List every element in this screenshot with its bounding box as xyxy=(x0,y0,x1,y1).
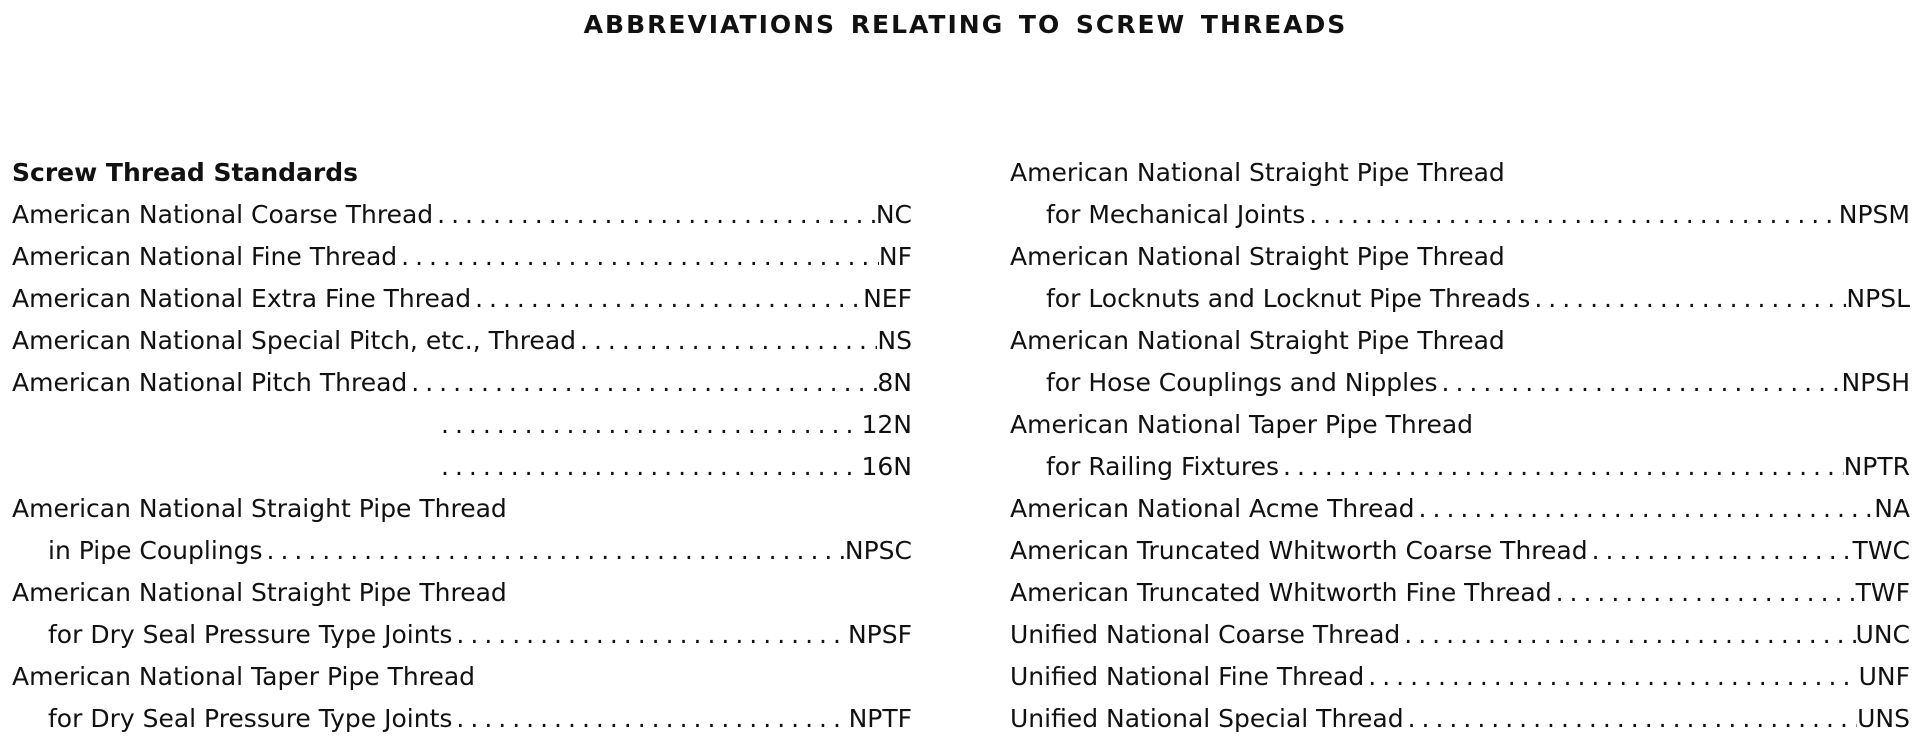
dot-leader xyxy=(1404,698,1858,740)
thread-name: American National Taper Pipe Thread xyxy=(12,662,476,691)
thread-abbreviation: NF xyxy=(878,242,912,271)
thread-abbreviation: NA xyxy=(1874,494,1910,523)
list-item xyxy=(12,320,912,362)
dot-leader xyxy=(1438,362,1842,404)
thread-abbreviation: UNS xyxy=(1857,704,1910,733)
dot-leader xyxy=(441,446,861,488)
dot-leader xyxy=(1552,572,1856,614)
thread-abbreviation: 12N xyxy=(861,410,912,439)
thread-abbreviation: NPTF xyxy=(848,704,912,733)
thread-name xyxy=(12,404,441,446)
list-item xyxy=(12,194,912,236)
list-item xyxy=(1010,404,1910,446)
list-item xyxy=(12,446,912,488)
thread-name: for Dry Seal Pressure Type Joints xyxy=(48,620,453,649)
section-heading: Screw Thread Standards xyxy=(12,158,359,187)
thread-name: American National Fine Thread xyxy=(12,242,398,271)
list-item xyxy=(12,698,912,740)
list-item xyxy=(12,572,912,614)
thread-abbreviation: NEF xyxy=(863,284,912,313)
thread-name: for Locknuts and Locknut Pipe Threads xyxy=(1046,284,1531,313)
thread-name: American Truncated Whitworth Coarse Thread xyxy=(1010,536,1588,565)
thread-name: Unified National Special Thread xyxy=(1010,704,1404,733)
dot-leader xyxy=(407,362,877,404)
thread-abbreviation: NS xyxy=(877,326,912,355)
thread-name: for Mechanical Joints xyxy=(1046,200,1306,229)
dot-leader xyxy=(1400,614,1855,656)
dot-leader xyxy=(263,530,845,572)
thread-name: for Railing Fixtures xyxy=(1046,452,1280,481)
dot-leader xyxy=(452,698,848,740)
page-title: ABBREVIATIONS RELATING TO SCREW THREADS xyxy=(583,10,1348,39)
thread-abbreviation: TWC xyxy=(1852,536,1910,565)
list-item xyxy=(1010,152,1910,194)
dot-leader xyxy=(452,614,848,656)
list-item xyxy=(12,278,912,320)
list-item xyxy=(12,488,912,530)
list-item xyxy=(1010,488,1910,530)
thread-abbreviation: NPSF xyxy=(847,620,912,649)
list-item xyxy=(1010,278,1910,320)
list-item xyxy=(1010,530,1910,572)
thread-abbreviation: 8N xyxy=(877,368,912,397)
thread-abbreviation: NPSH xyxy=(1841,368,1910,397)
thread-name: American National Straight Pipe Thread xyxy=(12,578,507,607)
thread-abbreviation: NPSL xyxy=(1846,284,1910,313)
thread-name: for Dry Seal Pressure Type Joints xyxy=(48,704,453,733)
thread-name: American National Special Pitch, etc., Thread xyxy=(12,326,577,355)
thread-name: American National Taper Pipe Thread xyxy=(1010,410,1474,439)
thread-abbreviation: TWF xyxy=(1855,578,1910,607)
list-item xyxy=(1010,194,1910,236)
thread-abbreviation: NPSC xyxy=(844,536,912,565)
list-item xyxy=(12,362,912,404)
dot-leader xyxy=(441,404,861,446)
thread-name: in Pipe Couplings xyxy=(48,536,263,565)
dot-leader xyxy=(1364,656,1858,698)
thread-name: American National Acme Thread xyxy=(1010,494,1415,523)
dot-leader xyxy=(576,320,877,362)
list-item xyxy=(1010,236,1910,278)
list-item xyxy=(1010,698,1910,740)
list-item xyxy=(1010,446,1910,488)
thread-name: American National Extra Fine Thread xyxy=(12,284,472,313)
list-item xyxy=(1010,656,1910,698)
thread-name: Unified National Fine Thread xyxy=(1010,662,1365,691)
dot-leader xyxy=(1279,446,1844,488)
thread-abbreviation: 16N xyxy=(861,452,912,481)
dot-leader xyxy=(1415,488,1875,530)
dot-leader xyxy=(1305,194,1839,236)
thread-name: American National Straight Pipe Thread xyxy=(1010,242,1505,271)
thread-name: American National Coarse Thread xyxy=(12,200,434,229)
thread-name: American National Straight Pipe Thread xyxy=(1010,326,1505,355)
list-item xyxy=(1010,362,1910,404)
thread-name: American National Straight Pipe Thread xyxy=(12,494,507,523)
list-item xyxy=(12,530,912,572)
dot-leader xyxy=(1588,530,1853,572)
thread-name xyxy=(12,446,441,488)
thread-name: American Truncated Whitworth Fine Thread xyxy=(1010,578,1552,607)
list-item xyxy=(12,614,912,656)
thread-abbreviation: NPTR xyxy=(1843,452,1910,481)
thread-abbreviation: NPSM xyxy=(1838,200,1910,229)
list-item xyxy=(12,656,912,698)
thread-abbreviation: UNF xyxy=(1858,662,1910,691)
thread-name: for Hose Couplings and Nipples xyxy=(1046,368,1438,397)
thread-name: American National Straight Pipe Thread xyxy=(1010,158,1505,187)
list-item xyxy=(1010,614,1910,656)
list-item xyxy=(1010,320,1910,362)
left-column xyxy=(12,152,912,740)
list-item xyxy=(1010,572,1910,614)
thread-abbreviation: UNC xyxy=(1855,620,1910,649)
dot-leader xyxy=(1530,278,1846,320)
dot-leader xyxy=(471,278,863,320)
list-item xyxy=(12,404,912,446)
thread-abbreviation: NC xyxy=(875,200,912,229)
thread-name: Unified National Coarse Thread xyxy=(1010,620,1401,649)
dot-leader xyxy=(397,236,879,278)
right-column xyxy=(1010,152,1910,740)
thread-name: American National Pitch Thread xyxy=(12,368,408,397)
dot-leader xyxy=(433,194,876,236)
list-item xyxy=(12,236,912,278)
